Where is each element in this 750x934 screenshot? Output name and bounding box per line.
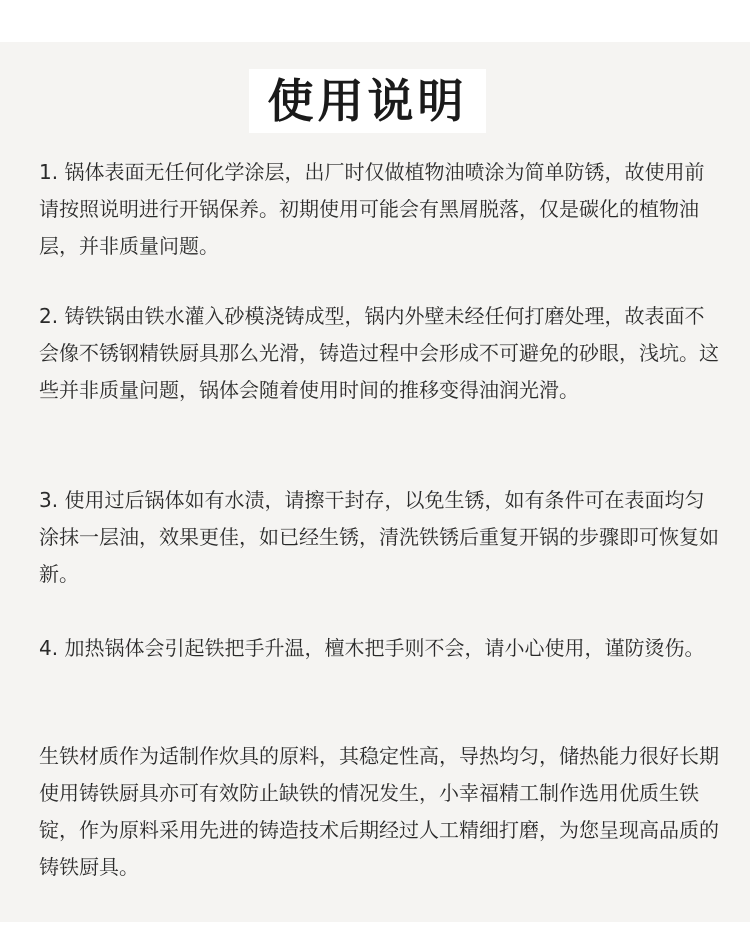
instructions-panel bbox=[0, 42, 750, 922]
page-title: 使用说明 bbox=[267, 74, 468, 128]
title-box bbox=[249, 69, 486, 133]
material-description-paragraph: 生铁材质作为适制作炊具的原料，其稳定性高，导热均匀，储热能力很好长期使用铸铁厨具亦可有效防止缺铁的情况发生，小幸福精工制作选用优质生铁锭，作为原料采用先进的铸造技术后期经过人工精细打磨，为您呈现高品质的铸铁厨具。 bbox=[39, 744, 719, 879]
instruction-paragraph-3: 3. 使用过后锅体如有水渍，请擦干封存，以免生锈，如有条件可在表面均匀涂抹一层油，效果更佳，如已经生锈，清洗铁锈后重复开锅的步骤即可恢复如新。 bbox=[39, 488, 719, 586]
instruction-paragraph-4: 4. 加热锅体会引起铁把手升温，檀木把手则不会，请小心使用，谨防烫伤。 bbox=[39, 636, 705, 660]
instruction-paragraph-2: 2. 铸铁锅由铁水灌入砂模浇铸成型，锅内外壁未经任何打磨处理，故表面不会像不锈钢精铁厨具那么光滑，铸造过程中会形成不可避免的砂眼，浅坑。这些并非质量问题，锅体会随着使用时间的推移变得油润光滑。 bbox=[39, 304, 719, 402]
instruction-paragraph-1: 1. 锅体表面无任何化学涂层，出厂时仅做植物油喷涂为简单防锈，故使用前请按照说明进行开锅保养。初期使用可能会有黑屑脱落，仅是碳化的植物油层，并非质量问题。 bbox=[39, 160, 705, 258]
